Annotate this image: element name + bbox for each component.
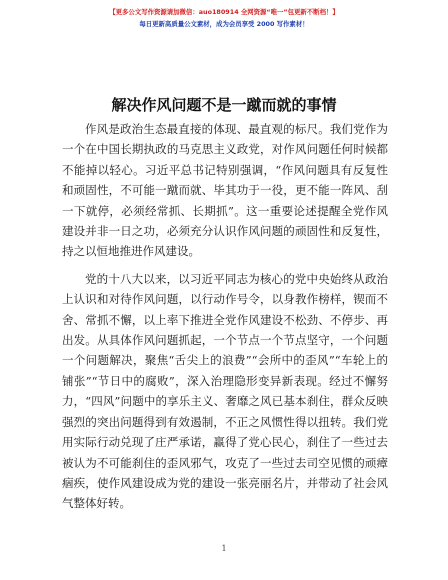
promo-line-2: 每日更新高质量公文素材，成为会员享受 2000 写作素材！ [139,20,309,28]
page-number: 1 [221,544,227,553]
document-body [62,119,388,521]
document-title: 解决作风问题不是一蹴而就的事情 [111,96,337,114]
paragraph: 作风是政治生态最直接的体现、最直观的标尺。我们党作为一个在中国长期执政的马克思主义政党，对作风问题任何时候都不能掉以轻心。习近平总书记特别强调，“作风问题具有反复性和顽固性，不可能一蹴而就、毕其功于一役，更不能一阵风、刮一下就停，必须经常抓、长期抓”。这一重要论述提醒全党作风建设并非一日之功，必须充分认识作风问题的顽固性和反复性，持之以恒地推进作风建设。 [62,122,388,259]
promo-banner [0,6,448,30]
promo-line-1: 【更多公文写作资源请加微信：auo180914 全网资源“唯一”包更新不断档！】 [109,8,339,16]
paragraph: 党的十八大以来，以习近平同志为核心的党中央始终从政治上认识和对待作风问题，以行动作号令，以身教作榜样，锲而不舍、常抓不懈，以上率下推进全党作风建设不松劲、不停步、再出发。从具体作风问题抓起，一个节点一个节点坚守，一个问题一个问题解决，聚焦“舌尖上的浪费”“会所中的歪风”“车轮上的铺张”“节日中的腐败”，深入治理隐形变异新表现。经过不懈努力，“四风”问题中的享乐主义、奢靡之风已基本刹住，群众反映强烈的突出问题得到有效遏制，不正之风惯性得以扭转。我们党用实际行动兑现了庄严承诺，赢得了党心民心，刹住了一些过去被认为不可能刹住的歪风邪气，攻克了一些过去司空见惯的顽瘴痼疾，使作风建设成为党的建设一张亮丽名片，并带动了社会风气整体好转。 [62,271,388,511]
